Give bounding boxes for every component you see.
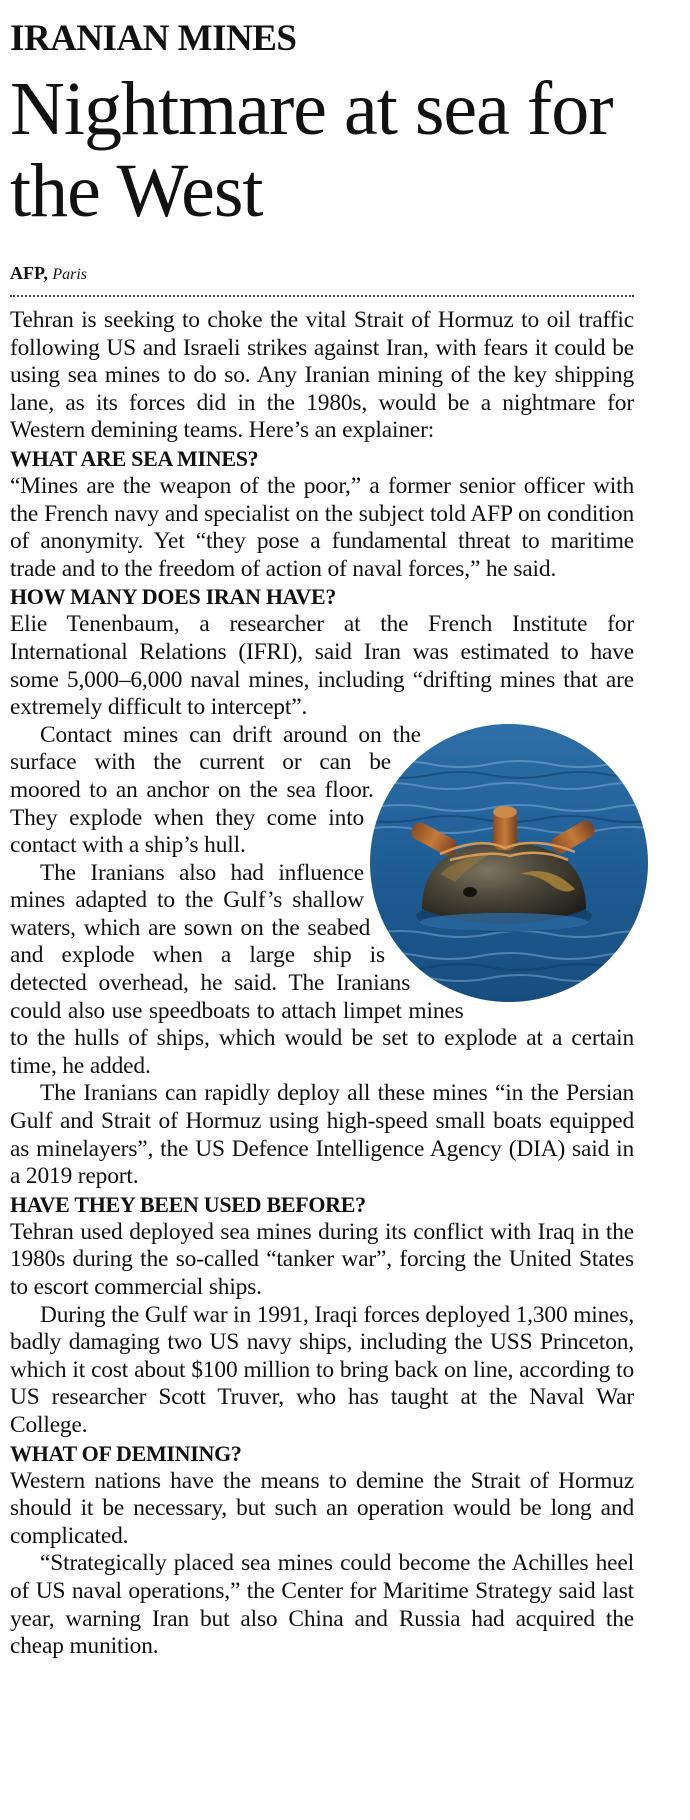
paragraph: Elie Tenenbaum, a researcher at the French Institute for International Relations (IFRI), said Iran was estimated to have some 5,000–6,000 naval mines, including “drifting mines that are extremely difficult to intercept”. <box>10 611 634 721</box>
headline: Nightmare at sea for the West <box>10 67 613 233</box>
byline-agency: AFP, <box>10 263 48 283</box>
section-heading: HAVE THEY BEEN USED BEFORE? <box>10 1191 366 1217</box>
kicker: IRANIAN MINES <box>10 18 297 59</box>
section-heading: HOW MANY DOES IRAN HAVE? <box>10 584 337 610</box>
paragraph: The Iranians also had influence mines adapted to the Gulf’s shallow waters, which are sown on the seabed and explode when a large ship is detected overhead, he said. The Iranians could also use speedboats to attach limpet mines to the hulls of ships, which would be set to explode at a certain time, he added. <box>10 859 634 1079</box>
byline <box>10 263 87 284</box>
paragraph: The Iranians can rapidly deploy all these mines “in the Persian Gulf and Strait of Hormuz using high-speed small boats equipped as minelayers”, the US Defence Intelligence Agency (DIA) said in a 2019 report. <box>10 1080 634 1190</box>
dotted-divider <box>10 295 634 297</box>
paragraph: “Mines are the weapon of the poor,” a former senior officer with the French navy and specialist on the subject told AFP on condition of anonymity. Yet “they pose a fundamental threat to maritime trade and to the freedom of action of naval forces,” he said. <box>10 472 634 582</box>
article-body <box>10 307 634 1661</box>
intro-paragraph: Tehran is seeking to choke the vital Strait of Hormuz to oil traffic following US and Israeli strikes against Iran, with fears it could be using sea mines to do so. Any Iranian mining of the key shipping lane, as its forces did in the 1980s, would be a nightmare for Western demining teams. Here’s an explainer: <box>10 307 634 444</box>
paragraph: Contact mines can drift around on the surface with the current or can be moored to an anchor on the sea floor. They explode when they come into contact with a ship’s hull. <box>10 721 421 859</box>
byline-place: Paris <box>52 266 88 283</box>
paragraph: Western nations have the means to demine the Strait of Hormuz should it be necessary, but such an operation would be long and complicated. <box>10 1467 634 1549</box>
paragraph: Tehran used deployed sea mines during its conflict with Iraq in the 1980s during the so-called “tanker war”, forcing the United States to escort commercial ships. <box>10 1218 634 1300</box>
paragraph: “Strategically placed sea mines could become the Achilles heel of US naval operations,” the Center for Maritime Strategy said last year, warning Iran but also China and Russia had acquired the cheap munition. <box>10 1550 634 1660</box>
paragraph: During the Gulf war in 1991, Iraqi forces deployed 1,300 mines, badly damaging two US navy ships, including the USS Princeton, which it cost about $100 million to bring back on line, according to US researcher Scott Truver, who has taught at the Naval War College. <box>10 1301 635 1438</box>
section-heading: WHAT ARE SEA MINES? <box>10 445 259 471</box>
section-heading: WHAT OF DEMINING? <box>10 1440 242 1466</box>
sea-mine-photo <box>370 724 648 1002</box>
